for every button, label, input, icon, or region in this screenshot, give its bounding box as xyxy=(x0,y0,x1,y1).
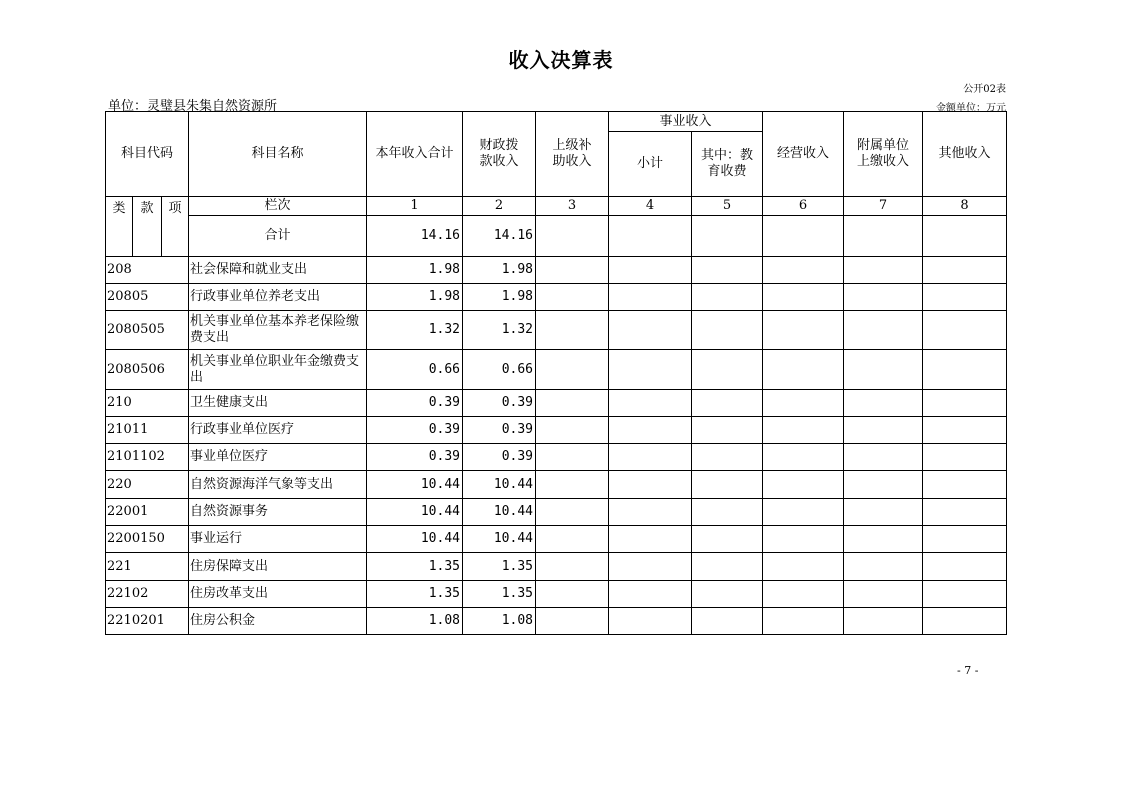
page-title: 收入决算表 xyxy=(508,48,614,72)
header-lei: 类 xyxy=(106,197,133,257)
row-fiscal: 0.39 xyxy=(463,444,536,471)
row-code: 20805 xyxy=(106,284,189,311)
row-total: 10.44 xyxy=(367,499,463,526)
row-code: 210 xyxy=(106,390,189,417)
header-business-income: 事业收入 xyxy=(609,112,763,132)
row-total: 0.66 xyxy=(367,350,463,390)
table-row xyxy=(106,553,1007,581)
col-number: 5 xyxy=(692,197,763,216)
row-fiscal: 1.98 xyxy=(463,284,536,311)
header-other-income: 其他收入 xyxy=(923,112,1007,197)
row-name: 行政事业单位医疗 xyxy=(189,417,367,444)
page-number: - 7 - xyxy=(957,664,979,677)
row-total: 0.39 xyxy=(367,390,463,417)
header-subject-code: 科目代码 xyxy=(106,112,189,197)
row-fiscal: 1.98 xyxy=(463,257,536,284)
table-row xyxy=(106,608,1007,635)
table-row xyxy=(106,390,1007,417)
col-number: 1 xyxy=(367,197,463,216)
row-name: 住房保障支出 xyxy=(189,553,367,581)
row-fiscal: 0.39 xyxy=(463,417,536,444)
row-name: 机关事业单位基本养老保险缴费支出 xyxy=(189,311,367,350)
total-fiscal-value: 14.16 xyxy=(463,216,536,257)
row-code: 221 xyxy=(106,553,189,581)
col-number: 2 xyxy=(463,197,536,216)
table-row xyxy=(106,499,1007,526)
row-name: 事业运行 xyxy=(189,526,367,553)
row-code: 2200150 xyxy=(106,526,189,553)
row-name: 卫生健康支出 xyxy=(189,390,367,417)
header-higher-subsidy: 上级补助收入 xyxy=(536,112,609,197)
row-name: 行政事业单位养老支出 xyxy=(189,284,367,311)
income-final-account-table xyxy=(105,111,1007,635)
total-income-value: 14.16 xyxy=(367,216,463,257)
header-subtotal: 小计 xyxy=(609,132,692,197)
table-row xyxy=(106,581,1007,608)
row-name: 事业单位医疗 xyxy=(189,444,367,471)
row-code: 208 xyxy=(106,257,189,284)
row-code: 2080505 xyxy=(106,311,189,350)
row-fiscal: 10.44 xyxy=(463,499,536,526)
row-code: 2080506 xyxy=(106,350,189,390)
row-fiscal: 1.32 xyxy=(463,311,536,350)
col-number: 7 xyxy=(844,197,923,216)
row-code: 22102 xyxy=(106,581,189,608)
row-name: 自然资源事务 xyxy=(189,499,367,526)
row-fiscal: 1.35 xyxy=(463,553,536,581)
amount-unit-label: 金额单位：万元 xyxy=(936,103,1006,114)
row-fiscal: 1.35 xyxy=(463,581,536,608)
row-total: 0.39 xyxy=(367,417,463,444)
header-fiscal-income: 财政拨款收入 xyxy=(463,112,536,197)
row-name: 住房改革支出 xyxy=(189,581,367,608)
row-name: 社会保障和就业支出 xyxy=(189,257,367,284)
unit-label: 单位：灵璧县朱集自然资源所 xyxy=(108,99,278,114)
row-total: 1.98 xyxy=(367,257,463,284)
header-total-income: 本年收入合计 xyxy=(367,112,463,197)
header-operating-income: 经营收入 xyxy=(763,112,844,197)
row-total: 1.98 xyxy=(367,284,463,311)
row-total: 10.44 xyxy=(367,471,463,499)
row-code: 2210201 xyxy=(106,608,189,635)
table-row xyxy=(106,311,1007,350)
row-total: 10.44 xyxy=(367,526,463,553)
table-row xyxy=(106,417,1007,444)
row-total: 1.35 xyxy=(367,553,463,581)
row-fiscal: 0.66 xyxy=(463,350,536,390)
table-row xyxy=(106,350,1007,390)
col-number: 4 xyxy=(609,197,692,216)
row-fiscal: 1.08 xyxy=(463,608,536,635)
row-name: 机关事业单位职业年金缴费支出 xyxy=(189,350,367,390)
row-code: 21011 xyxy=(106,417,189,444)
row-fiscal: 10.44 xyxy=(463,526,536,553)
table-row xyxy=(106,471,1007,499)
row-total: 1.08 xyxy=(367,608,463,635)
row-fiscal: 0.39 xyxy=(463,390,536,417)
header-subject-name: 科目名称 xyxy=(189,112,367,197)
row-total: 1.35 xyxy=(367,581,463,608)
col-number: 8 xyxy=(923,197,1007,216)
row-fiscal: 10.44 xyxy=(463,471,536,499)
row-name: 自然资源海洋气象等支出 xyxy=(189,471,367,499)
row-name: 住房公积金 xyxy=(189,608,367,635)
total-label: 合计 xyxy=(189,216,367,257)
table-row xyxy=(106,526,1007,553)
header-column-order: 栏次 xyxy=(189,197,367,216)
header-xiang: 项 xyxy=(162,197,189,257)
header-kuan: 款 xyxy=(133,197,162,257)
row-total: 0.39 xyxy=(367,444,463,471)
row-code: 2101102 xyxy=(106,444,189,471)
col-number: 3 xyxy=(536,197,609,216)
col-number: 6 xyxy=(763,197,844,216)
header-education-fee: 其中：教育收费 xyxy=(692,132,763,197)
table-row xyxy=(106,284,1007,311)
row-total: 1.32 xyxy=(367,311,463,350)
row-code: 22001 xyxy=(106,499,189,526)
row-code: 220 xyxy=(106,471,189,499)
table-row xyxy=(106,257,1007,284)
form-code: 公开02表 xyxy=(963,84,1006,95)
header-affiliated-income: 附属单位上缴收入 xyxy=(844,112,923,197)
table-row xyxy=(106,444,1007,471)
